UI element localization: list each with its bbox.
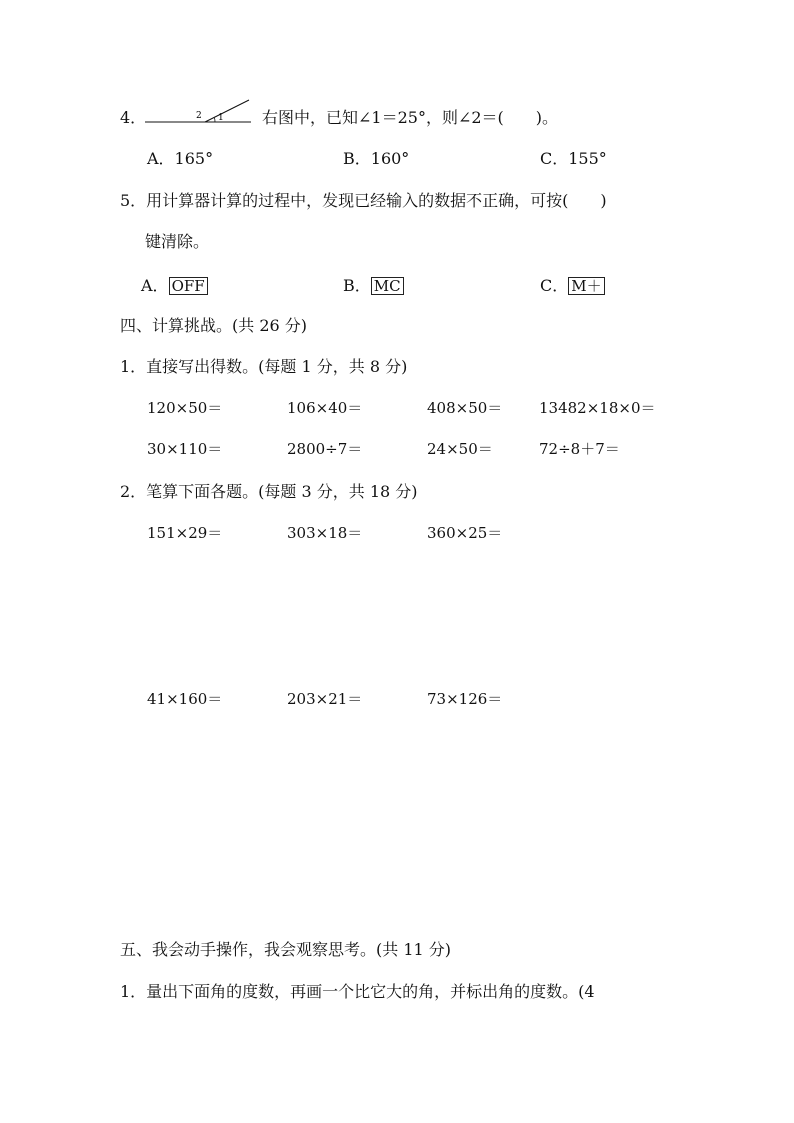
q5-line1: 5．用计算器计算的过程中，发现已经输入的数据不正确，可按( )	[120, 191, 607, 210]
section4-part1-title: 1．直接写出得数。(每题 1 分，共 8 分)	[120, 357, 408, 376]
q4-option-c: C．155°	[540, 149, 607, 168]
written-calc-item: 41×160＝	[147, 690, 223, 708]
section5-title: 五、我会动手操作，我会观察思考。(共 11 分)	[120, 940, 452, 959]
off-key: OFF	[169, 277, 208, 295]
section4-title: 四、计算挑战。(共 26 分)	[120, 316, 308, 335]
mental-calc-item: 72÷8＋7＝	[539, 440, 620, 458]
mc-key: MC	[371, 277, 404, 295]
mental-calc-item: 30×110＝	[147, 440, 223, 458]
written-calc-item: 151×29＝	[147, 524, 223, 542]
option-letter: C．	[540, 276, 569, 295]
section4-part2-title: 2．笔算下面各题。(每题 3 分，共 18 分)	[120, 482, 418, 501]
q5-option-c	[540, 277, 605, 295]
q5-option-a	[141, 277, 208, 295]
q4-option-b: B．160°	[343, 149, 410, 168]
written-calc-item: 73×126＝	[427, 690, 503, 708]
written-calc-item: 360×25＝	[427, 524, 503, 542]
m-plus-key: M＋	[568, 277, 604, 295]
q5-option-b	[343, 277, 404, 295]
angle-label-2: 2	[196, 111, 202, 121]
q4-number: 4．	[120, 108, 147, 127]
written-calc-item: 203×21＝	[287, 690, 363, 708]
mental-calc-item: 408×50＝	[427, 399, 503, 417]
angle-figure	[145, 98, 255, 128]
section5-part1: 1．量出下面角的度数，再画一个比它大的角，并标出角的度数。(4	[120, 982, 595, 1001]
option-letter: B．	[343, 276, 371, 295]
q4-option-a: A．165°	[147, 149, 214, 168]
written-calc-item: 303×18＝	[287, 524, 363, 542]
q4-text: 右图中，已知∠1＝25°，则∠2＝( )。	[262, 108, 559, 127]
mental-calc-item: 106×40＝	[287, 399, 363, 417]
option-letter: A．	[141, 276, 169, 295]
angle-label-1: 1	[218, 113, 224, 123]
mental-calc-item: 2800÷7＝	[287, 440, 363, 458]
mental-calc-item: 13482×18×0＝	[539, 399, 656, 417]
q5-line2: 键清除。	[145, 232, 210, 251]
mental-calc-item: 120×50＝	[147, 399, 223, 417]
mental-calc-item: 24×50＝	[427, 440, 493, 458]
